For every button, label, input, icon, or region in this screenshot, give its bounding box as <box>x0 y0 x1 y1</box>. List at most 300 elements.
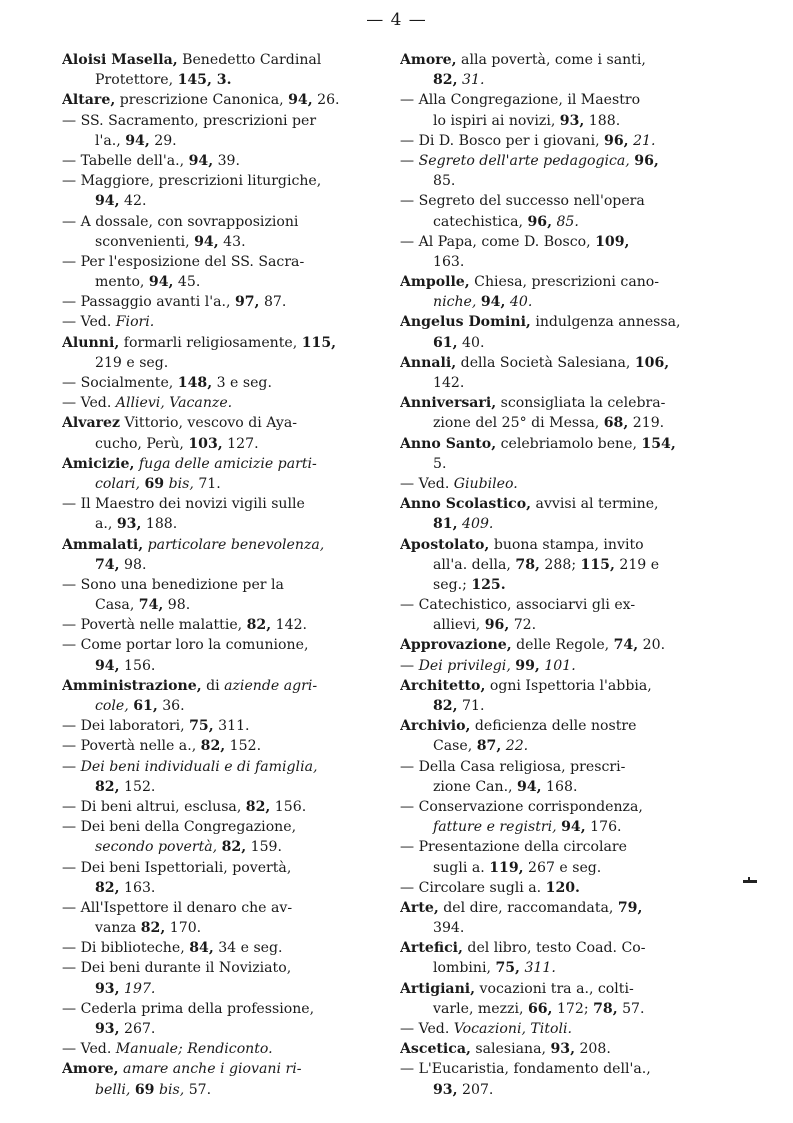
index-entry-line <box>400 716 712 736</box>
index-text-run: 94, <box>125 132 150 149</box>
index-entry-continuation <box>62 232 380 252</box>
index-text-run: Arte, <box>400 899 439 916</box>
index-entry-line <box>62 898 380 918</box>
index-text-run: Anno Santo, <box>400 435 497 452</box>
index-text-run: 409. <box>462 516 494 533</box>
index-text-run: Amicizie, <box>62 455 135 472</box>
index-text-run: sconsigliata la celebra- <box>496 395 666 412</box>
index-text-run: ogni Ispettoria l'abbia, <box>485 677 652 694</box>
index-entry-continuation <box>400 999 712 1019</box>
index-entry-continuation <box>62 1019 380 1039</box>
index-entry-continuation <box>400 615 712 635</box>
index-text-run: delle Regole, <box>511 637 614 654</box>
index-text-run: 82, <box>95 778 120 795</box>
index-text-run: niche, <box>433 294 477 311</box>
index-text-run: — Povertà nelle a., <box>62 738 201 755</box>
index-text-run: Architetto, <box>400 677 486 694</box>
index-entry-continuation <box>400 575 712 595</box>
index-text-run: 26. <box>312 92 340 109</box>
index-text-run: 79, <box>617 899 643 916</box>
index-entry-continuation <box>62 555 380 575</box>
index-entry-line <box>62 50 380 70</box>
index-text-run: 94, <box>561 819 586 836</box>
index-text-run: secondo povertà, <box>95 839 218 856</box>
index-text-run: 93, <box>550 1041 575 1058</box>
index-text-run: Anno Scolastico, <box>400 496 532 513</box>
index-text-run: 197. <box>124 980 156 997</box>
index-text-run: vanza <box>95 920 141 937</box>
index-text-run: — Di D. Bosco per i giovani, <box>400 132 605 149</box>
index-text-run: — Di biblioteche, <box>62 940 190 957</box>
index-text-run: Ascetica, <box>400 1041 471 1058</box>
index-text-run: Case, <box>433 738 477 755</box>
index-text-run: — Presentazione della circolare <box>400 839 627 856</box>
index-entry-continuation <box>400 858 712 878</box>
index-text-run: a., <box>95 516 117 533</box>
index-text-run: — Dei beni della Congregazione, <box>62 819 297 836</box>
index-text-run: 82, <box>246 617 272 634</box>
index-text-run: 188. <box>141 516 178 533</box>
index-text-run: zione Can., <box>433 778 518 795</box>
index-text-run: — <box>400 657 419 674</box>
index-text-run: 87, <box>476 738 502 755</box>
index-entry-continuation <box>62 656 380 676</box>
index-entry-line <box>400 676 712 696</box>
index-text-run: catechistica, <box>433 213 528 230</box>
index-text-run: 96, <box>634 152 659 169</box>
index-text-run: — L'Eucaristia, fondamento dell'a., <box>400 1061 651 1078</box>
index-entry-line <box>62 797 380 817</box>
index-text-run: Amore, <box>400 52 457 68</box>
index-text-run: Aloisi Masella, <box>62 52 178 68</box>
index-entry-continuation <box>62 131 380 151</box>
index-text-run: — Della Casa religiosa, prescri- <box>400 758 626 775</box>
index-entry-line <box>62 393 380 413</box>
index-entry-continuation <box>62 1080 380 1100</box>
index-text-run: avvisi al termine, <box>531 496 659 513</box>
index-text-run: 84, <box>189 940 214 957</box>
index-text-run: 93, <box>95 980 120 997</box>
index-entry-line <box>400 393 712 413</box>
index-text-run: 94, <box>188 152 214 169</box>
index-text-run: 72. <box>509 617 537 634</box>
index-text-run: — <box>400 152 419 169</box>
index-text-run: varle, mezzi, <box>433 1000 528 1017</box>
index-text-run: 74, <box>138 597 164 614</box>
index-entry-line <box>62 413 380 433</box>
index-entry-continuation <box>400 958 712 978</box>
index-text-run: vocazioni tra a., colti- <box>475 980 634 997</box>
index-entry-continuation <box>62 70 380 90</box>
index-text-run: 288; <box>539 556 581 573</box>
index-text-run: formarli religiosamente, <box>119 334 302 351</box>
index-entry-line <box>62 252 380 272</box>
index-entry-continuation <box>400 413 712 433</box>
index-text-run: 68, <box>603 415 629 432</box>
index-text-run: cole, <box>95 698 129 714</box>
index-entry-line <box>400 757 712 777</box>
index-entry-continuation <box>62 918 380 938</box>
index-text-run: — SS. Sacramento, prescrizioni per <box>62 112 317 129</box>
index-entry-line <box>62 635 380 655</box>
index-text-run: 311. <box>524 960 556 977</box>
index-text-run: 94, <box>288 92 313 109</box>
index-entry-continuation <box>62 878 380 898</box>
index-text-run: 85. <box>433 173 456 190</box>
index-text-run: Allievi, Vacanze. <box>115 395 233 412</box>
index-text-run: 97, <box>234 294 260 311</box>
index-text-run: 168. <box>541 778 578 795</box>
index-text-run: 125. <box>471 576 506 593</box>
index-text-run: 66, <box>527 1000 553 1017</box>
index-entry-continuation <box>62 474 380 494</box>
index-text-run: 172; <box>552 1000 594 1017</box>
index-text-run: 163. <box>433 253 465 270</box>
index-text-run: Altare, <box>62 92 116 109</box>
index-column-right <box>400 50 712 1100</box>
index-text-run: Ampolle, <box>400 274 470 291</box>
index-entry-line <box>400 938 712 958</box>
index-entry-continuation <box>400 212 712 232</box>
index-text-run: 219 e <box>614 556 660 573</box>
index-entry-line <box>400 90 712 110</box>
index-text-run: Segreto dell'arte pedagogica, <box>418 152 630 169</box>
index-entry-line <box>62 736 380 756</box>
index-text-run: 163. <box>119 879 156 896</box>
index-entry-line <box>400 656 712 676</box>
index-entry-line <box>62 333 380 353</box>
index-text-run: 176. <box>585 819 622 836</box>
index-text-run: Chiesa, prescrizioni cano- <box>469 274 660 291</box>
index-text-run: 43. <box>218 233 246 250</box>
index-entry-line <box>400 50 712 70</box>
index-text-run: zione del 25° di Messa, <box>433 415 604 432</box>
index-text-run: Vocazioni, Titoli. <box>453 1021 572 1037</box>
index-text-run: — Sono una benedizione per la <box>62 576 284 593</box>
index-entry-line <box>62 1059 380 1079</box>
index-text-run: 34 e seg. <box>213 940 283 957</box>
index-text-run: 82, <box>95 879 120 896</box>
index-text-run: bis, <box>158 1081 185 1098</box>
index-entry-line <box>62 716 380 736</box>
index-text-run: Alvarez <box>62 415 121 432</box>
index-text-run: fuga delle amicizie parti- <box>138 455 317 472</box>
index-text-run: — Povertà nelle malattie, <box>62 617 247 634</box>
index-text-run: Casa, <box>95 597 139 614</box>
index-entry-line <box>62 757 380 777</box>
index-text-run: 219 e seg. <box>95 354 169 371</box>
index-text-run: celebriamolo bene, <box>496 435 642 452</box>
index-text-run: — Socialmente, <box>62 375 178 391</box>
index-text-run: 96, <box>527 213 552 230</box>
index-text-run: indulgenza annessa, <box>530 314 681 331</box>
index-text-run: Amore, <box>62 1061 119 1078</box>
index-text-run: deficienza delle nostre <box>470 718 637 735</box>
index-text-run: Archivio, <box>400 718 471 735</box>
index-text-run: Ammalati, <box>62 536 144 553</box>
index-text-run: 29. <box>149 132 177 149</box>
index-text-run: 85. <box>556 213 579 230</box>
index-text-run: Apostolato, <box>400 536 490 553</box>
index-text-run: 207. <box>457 1081 494 1098</box>
index-text-run: 208. <box>574 1041 611 1058</box>
index-text-run: cucho, Perù, <box>95 435 189 452</box>
index-text-run: 61, <box>133 698 158 714</box>
index-text-run: — Come portar loro la comunione, <box>62 637 309 654</box>
index-text-run: 148, <box>177 375 213 391</box>
index-entry-continuation <box>400 252 712 272</box>
index-text-run: Manuale; Rendiconto. <box>115 1041 273 1058</box>
index-text-run: allievi, <box>433 617 485 634</box>
index-text-run: 82, <box>200 738 226 755</box>
index-entry-line <box>400 979 712 999</box>
index-entry-line <box>400 635 712 655</box>
index-entry-line <box>62 938 380 958</box>
index-entry-continuation <box>400 292 712 312</box>
index-entry-continuation <box>400 454 712 474</box>
index-text-run: Dei privilegi, <box>418 657 511 674</box>
index-text-run: 94, <box>95 657 120 674</box>
index-text-run: 61, <box>433 334 458 351</box>
index-text-run: 45. <box>173 274 201 291</box>
index-text-run: 3 e seg. <box>212 375 272 391</box>
index-text-run: aziende agri- <box>224 677 318 694</box>
index-text-run: 96, <box>484 617 510 634</box>
index-text-run: all'a. della, <box>433 556 516 573</box>
index-entry-line <box>400 837 712 857</box>
index-entry-line <box>400 1059 712 1079</box>
index-entry-continuation <box>62 979 380 999</box>
index-text-run: 20. <box>638 637 666 654</box>
index-text-run: Dei beni individuali e di famiglia, <box>80 758 318 775</box>
index-entry-line <box>400 494 712 514</box>
index-entry-line <box>62 676 380 696</box>
index-entry-continuation <box>62 514 380 534</box>
index-text-run: — Ved. <box>62 1041 116 1058</box>
index-text-run: Fiori. <box>115 314 155 331</box>
index-text-run: lombini, <box>433 960 496 977</box>
index-text-run: 75, <box>495 960 520 977</box>
index-entry-continuation <box>400 373 712 393</box>
index-text-run: 94, <box>148 274 174 291</box>
index-entry-continuation <box>400 696 712 716</box>
index-entry-continuation <box>400 514 712 534</box>
index-text-run: 98. <box>119 556 147 573</box>
index-text-run: 267. <box>119 1021 156 1037</box>
index-text-run: — Circolare sugli a. <box>400 879 546 896</box>
index-text-run: Benedetto Cardinal <box>177 52 322 68</box>
index-entry-line <box>62 958 380 978</box>
index-text-run: — Maggiore, prescrizioni liturgiche, <box>62 173 322 190</box>
index-text-run: buona stampa, invito <box>489 536 644 553</box>
index-text-run: Vittorio, vescovo di Aya- <box>120 415 298 432</box>
index-entry-line <box>400 878 712 898</box>
index-entry-line <box>62 858 380 878</box>
index-entry-line <box>400 272 712 292</box>
index-text-run: — Dei beni durante il Noviziato, <box>62 960 292 977</box>
index-text-run: Approvazione, <box>400 637 512 654</box>
page-number: — 4 — <box>366 10 427 30</box>
index-entry-line <box>62 312 380 332</box>
index-text-run: 115, <box>580 556 615 573</box>
index-entry-line <box>62 1039 380 1059</box>
index-text-run: 94, <box>194 233 219 250</box>
index-text-run: 93, <box>433 1081 458 1098</box>
index-text-run: alla povertà, come i santi, <box>456 52 646 68</box>
index-text-run: 21. <box>633 132 656 149</box>
index-text-run: l'a., <box>95 132 126 149</box>
index-text-run: Artefici, <box>400 940 463 957</box>
index-text-run: — Cederla prima della professione, <box>62 1000 315 1017</box>
index-entry-line <box>400 1019 712 1039</box>
index-text-run: — A dossale, con sovrapposizioni <box>62 213 299 230</box>
index-text-run: 78, <box>515 556 540 573</box>
index-text-run: 40. <box>509 294 533 311</box>
index-text-run: 82, <box>140 920 166 937</box>
index-text-run: 36. <box>157 698 185 714</box>
index-text-run: 311. <box>213 718 250 735</box>
index-text-run: — Catechistico, associarvi gli ex- <box>400 597 636 614</box>
index-text-run: 142. <box>433 375 465 391</box>
index-entry-continuation <box>400 918 712 938</box>
index-text-run: Alunni, <box>62 334 120 351</box>
index-text-run: — Ved. <box>62 395 116 412</box>
index-entry-continuation <box>400 333 712 353</box>
index-entry-continuation <box>400 555 712 575</box>
index-text-run: Annali, <box>400 354 457 371</box>
index-text-run: 82, <box>221 839 247 856</box>
index-entry-line <box>62 292 380 312</box>
index-text-run: — All'Ispettore il denaro che av- <box>62 899 293 916</box>
index-text-run: 74, <box>613 637 639 654</box>
index-text-run: 188. <box>584 112 621 129</box>
index-text-run: 267 e seg. <box>523 859 602 876</box>
index-text-run: 394. <box>433 920 465 937</box>
index-text-run: 22. <box>505 738 529 755</box>
index-text-run: 39. <box>213 152 241 169</box>
index-text-run: 103, <box>188 435 223 452</box>
index-text-run: — Al Papa, come D. Bosco, <box>400 233 596 250</box>
index-entry-continuation <box>62 272 380 292</box>
index-text-run: — Ved. <box>62 314 116 331</box>
index-entry-continuation <box>400 777 712 797</box>
index-text-run: del libro, testo Coad. Co- <box>462 940 646 957</box>
index-text-run: 219. <box>628 415 665 432</box>
index-text-run: 106, <box>634 354 670 371</box>
index-entry-line <box>62 494 380 514</box>
index-text-run: 94, <box>480 294 506 311</box>
index-text-run: 74, <box>95 556 120 573</box>
index-text-run: 154, <box>641 435 676 452</box>
index-text-run: salesiana, <box>470 1041 551 1058</box>
index-entry-continuation <box>62 434 380 454</box>
index-text-run: seg.; <box>433 576 472 593</box>
index-text-run: 93, <box>559 112 585 129</box>
index-entry-continuation <box>400 111 712 131</box>
index-text-run: 119, <box>489 859 524 876</box>
index-entry-line <box>62 454 380 474</box>
index-text-run: 78, <box>593 1000 618 1017</box>
index-entry-continuation <box>400 817 712 837</box>
index-entry-line <box>400 131 712 151</box>
index-text-run: prescrizione Canonica, <box>115 92 289 109</box>
index-text-run: 57. <box>184 1081 212 1098</box>
index-entry-continuation <box>400 736 712 756</box>
index-column-left <box>62 50 380 1100</box>
index-text-run: 96, <box>604 132 629 149</box>
index-text-run: 71. <box>193 475 221 492</box>
index-text-run: belli, <box>95 1081 131 1098</box>
index-text-run: 69 <box>134 1081 155 1098</box>
index-text-run: — Segreto del successo nell'opera <box>400 193 645 210</box>
index-entry-continuation <box>62 353 380 373</box>
index-text-run: 109, <box>595 233 630 250</box>
index-entry-continuation <box>400 1080 712 1100</box>
index-entry-continuation <box>62 595 380 615</box>
index-text-run: del dire, raccomandata, <box>438 899 618 916</box>
index-text-run: di <box>201 677 225 694</box>
index-text-run: — Passaggio avanti l'a., <box>62 294 235 311</box>
index-text-run: 57. <box>617 1000 645 1017</box>
index-text-run: 87. <box>259 294 287 311</box>
index-text-run: — Il Maestro dei novizi vigili sulle <box>62 496 305 513</box>
index-text-run: — Tabelle dell'a., <box>62 152 189 169</box>
index-entry-continuation <box>62 837 380 857</box>
index-entry-line <box>62 171 380 191</box>
index-text-run: 94, <box>517 778 542 795</box>
index-text-run: 93, <box>95 1021 120 1037</box>
index-text-run: 152. <box>119 778 156 795</box>
index-entry-line <box>62 111 380 131</box>
index-text-run: lo ispiri ai novizi, <box>433 112 560 129</box>
index-text-run: — <box>62 758 81 775</box>
index-text-run: sugli a. <box>433 859 490 876</box>
index-entry-line <box>62 615 380 635</box>
index-entry-continuation <box>62 777 380 797</box>
index-text-run: 115, <box>301 334 337 351</box>
index-text-run: — Dei beni Ispettoriali, povertà, <box>62 859 292 876</box>
index-entry-line <box>62 535 380 555</box>
index-entry-line <box>62 817 380 837</box>
index-entry-line <box>400 535 712 555</box>
index-text-run: 94, <box>95 193 120 210</box>
index-text-run: 170. <box>165 920 202 937</box>
index-entry-line <box>62 151 380 171</box>
index-text-run: 120. <box>545 879 580 896</box>
index-text-run: — Alla Congregazione, il Maestro <box>400 92 641 109</box>
index-text-run: 81, <box>433 516 458 533</box>
index-text-run: particolare benevolenza, <box>147 536 325 553</box>
index-text-run: Artigiani, <box>400 980 476 997</box>
index-text-run: Amministrazione, <box>62 677 202 694</box>
index-text-run: colari, <box>95 475 141 492</box>
margin-mark <box>743 880 757 883</box>
index-entry-line <box>400 474 712 494</box>
index-text-run: sconvenienti, <box>95 233 195 250</box>
index-entry-line <box>400 797 712 817</box>
index-entry-line <box>400 595 712 615</box>
index-text-run: 5. <box>433 455 447 472</box>
index-text-run: Angelus Domini, <box>400 314 531 331</box>
index-text-run: 159. <box>246 839 282 856</box>
index-text-run: 145, 3. <box>177 72 232 89</box>
index-entry-line <box>400 353 712 373</box>
index-entry-line <box>400 312 712 332</box>
index-text-run: 152. <box>225 738 262 755</box>
index-text-run: bis, <box>168 475 194 492</box>
index-text-run: — Per l'esposizione del SS. Sacra- <box>62 253 305 270</box>
index-text-run: — Conservazione corrispondenza, <box>400 798 643 815</box>
